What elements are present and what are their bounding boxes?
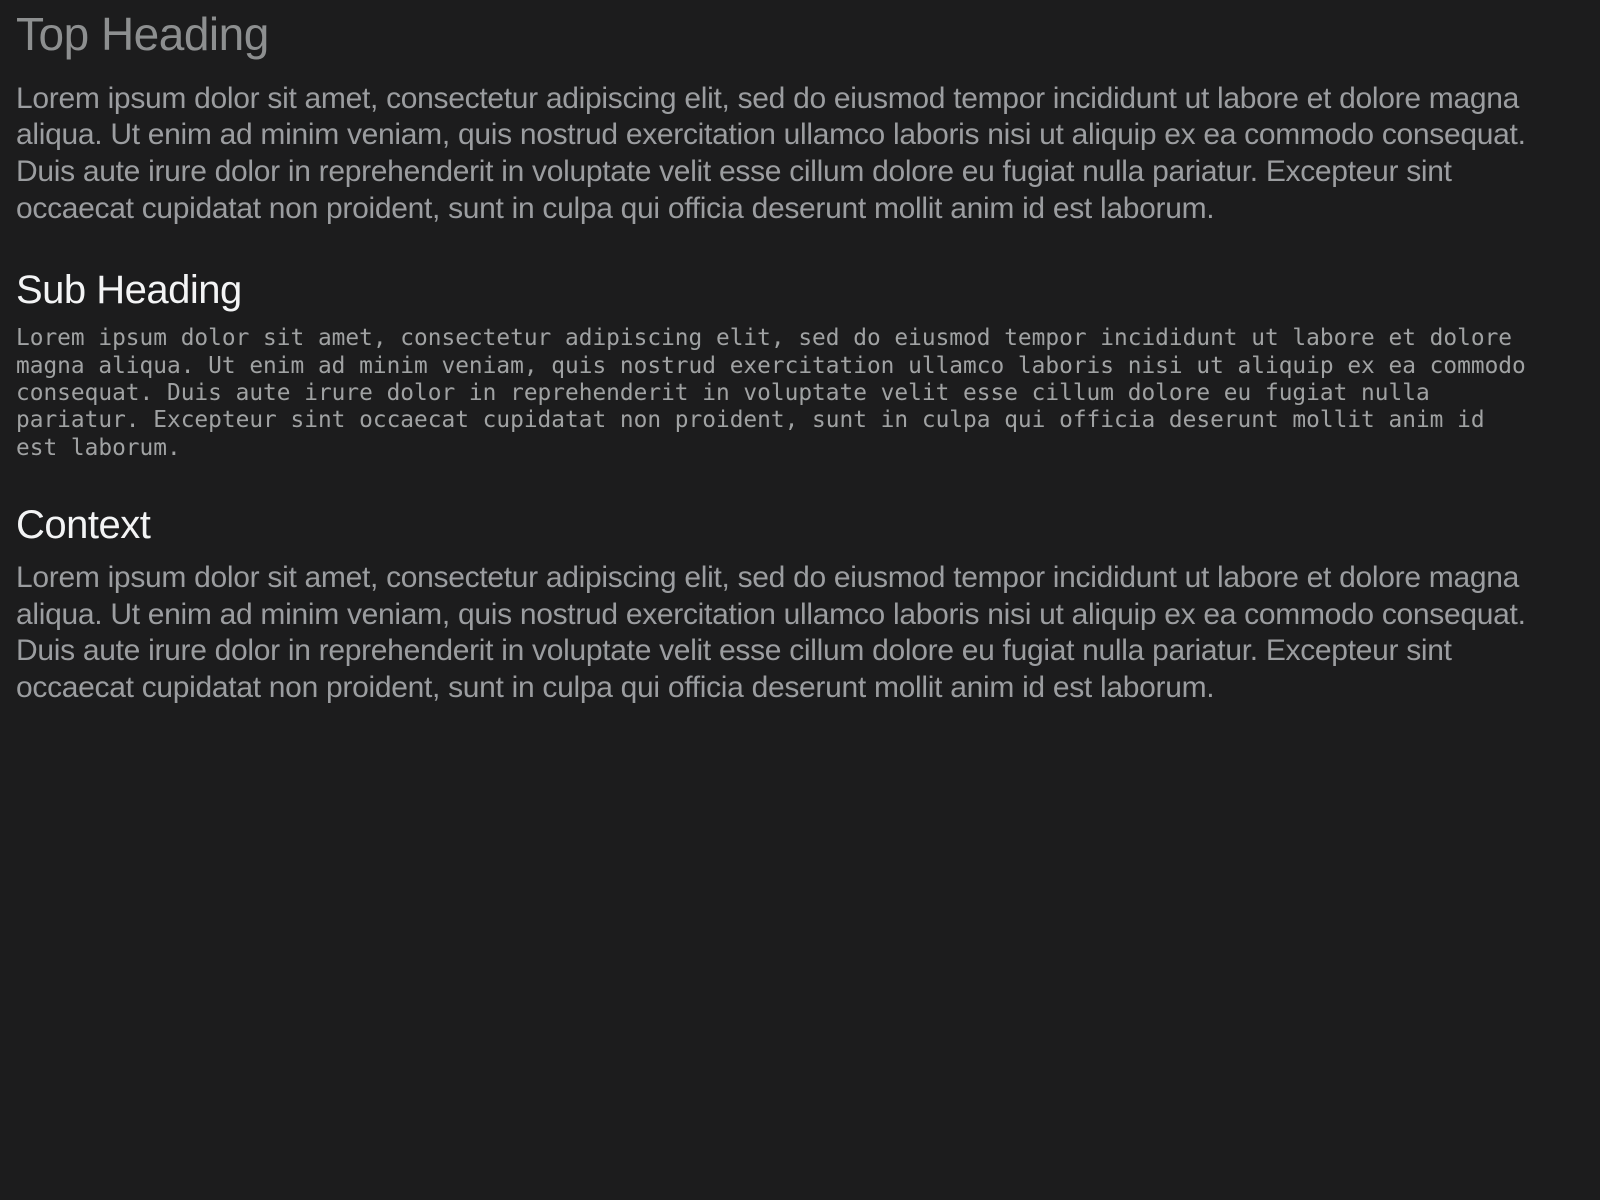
context-paragraph: Lorem ipsum dolor sit amet, consectetur adipiscing elit, sed do eiusmod tempor incididunt ut labore et dolore magna aliqua. Ut enim ad minim veniam, quis nostrud exercitation ullamco laboris nisi ut aliquip ex ea commodo consequat. Duis aute irure dolor in reprehenderit in voluptate velit esse cillum dolore eu fugiat nulla pariatur. Excepteur sint occaecat cupidatat non proident, sunt in culpa qui officia deserunt mollit anim id est laborum.: [16, 561, 1526, 705]
section-heading-context: Context: [16, 503, 151, 548]
section-heading-sub: Sub Heading: [16, 268, 242, 313]
monospace-paragraph: Lorem ipsum dolor sit amet, consectetur adipiscing elit, sed do eiusmod tempor incididunt ut labore et dolore magna aliqua. Ut enim ad minim veniam, quis nostrud exercitation ullamco laboris nisi ut aliquip ex ea commodo consequat. Duis aute irure dolor in reprehenderit in voluptate velit esse cillum dolore eu fugiat nulla pariatur. Excepteur sint occaecat cupidatat non proident, sunt in culpa qui officia deserunt mollit anim id est laborum.: [16, 325, 1526, 461]
intro-paragraph: Lorem ipsum dolor sit amet, consectetur adipiscing elit, sed do eiusmod tempor incididunt ut labore et dolore magna aliqua. Ut enim ad minim veniam, quis nostrud exercitation ullamco laboris nisi ut aliquip ex ea commodo consequat. Duis aute irure dolor in reprehenderit in voluptate velit esse cillum dolore eu fugiat nulla pariatur. Excepteur sint occaecat cupidatat non proident, sunt in culpa qui officia deserunt mollit anim id est laborum.: [16, 81, 1526, 225]
page-title: Top Heading: [16, 8, 269, 60]
document-page: [16, 8, 1584, 707]
